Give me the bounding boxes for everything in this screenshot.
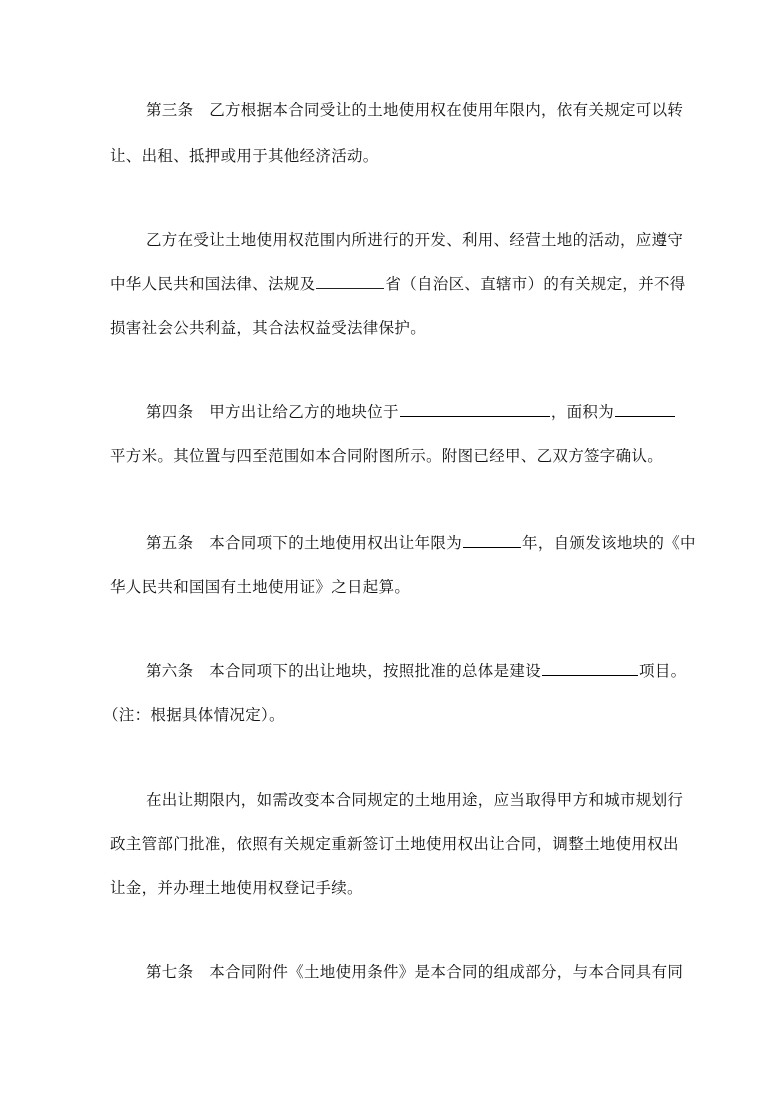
obligations-line-2-post: 省（自治区、直辖市）的有关规定，并不得 <box>385 275 686 293</box>
province-blank <box>316 287 384 289</box>
article-5-line-1 <box>146 533 696 553</box>
change-line-1: 在出让期限内，如需改变本合同规定的土地用途，应当取得甲方和城市规划行 <box>146 791 684 809</box>
article-6-line-1-post: 项目。 <box>639 662 687 680</box>
article-4-line-1 <box>146 402 676 422</box>
article-3-line-1: 第三条 乙方根据本合同受让的土地使用权在使用年限内，依有关规定可以转 <box>146 101 684 119</box>
obligations-line-1: 乙方在受让土地使用权范围内所进行的开发、利用、经营土地的活动，应遵守 <box>146 231 684 249</box>
project-blank <box>542 674 638 676</box>
article-4-line-2: 平方米。其位置与四至范围如本合同附图所示。附图已经甲、乙双方签字确认。 <box>110 447 664 465</box>
article-6-line-1-pre: 第六条 本合同项下的出让地块，按照批准的总体是建设 <box>146 662 542 680</box>
article-6-line-1 <box>146 661 686 681</box>
area-blank <box>615 415 675 417</box>
obligations-line-3: 损害社会公共利益，其合法权益受法律保护。 <box>110 319 427 337</box>
obligations-line-2 <box>110 274 686 294</box>
obligations-line-2-pre: 中华人民共和国法律、法规及 <box>110 275 316 293</box>
article-5-line-1-post: 年，自颁发该地块的《中 <box>522 534 696 552</box>
change-line-2: 政主管部门批准，依照有关规定重新签订土地使用权出让合同，调整土地使用权出 <box>110 835 679 853</box>
location-blank <box>400 415 550 417</box>
article-6-line-2: （注：根据具体情况定）。 <box>103 706 285 724</box>
article-5-line-1-pre: 第五条 本合同项下的土地使用权出让年限为 <box>146 534 463 552</box>
article-4-line-1-mid: ，面积为 <box>550 403 615 421</box>
article-4-line-1-pre: 第四条 甲方出让给乙方的地块位于 <box>146 403 399 421</box>
term-years-blank <box>463 546 521 548</box>
article-3-line-2: 让、出租、抵押或用于其他经济活动。 <box>110 147 379 165</box>
change-line-3: 让金，并办理土地使用权登记手续。 <box>110 879 363 897</box>
article-5-line-2: 华人民共和国国有土地使用证》之日起算。 <box>110 578 411 596</box>
article-7-line-1: 第七条 本合同附件《土地使用条件》是本合同的组成部分，与本合同具有同 <box>146 963 684 981</box>
